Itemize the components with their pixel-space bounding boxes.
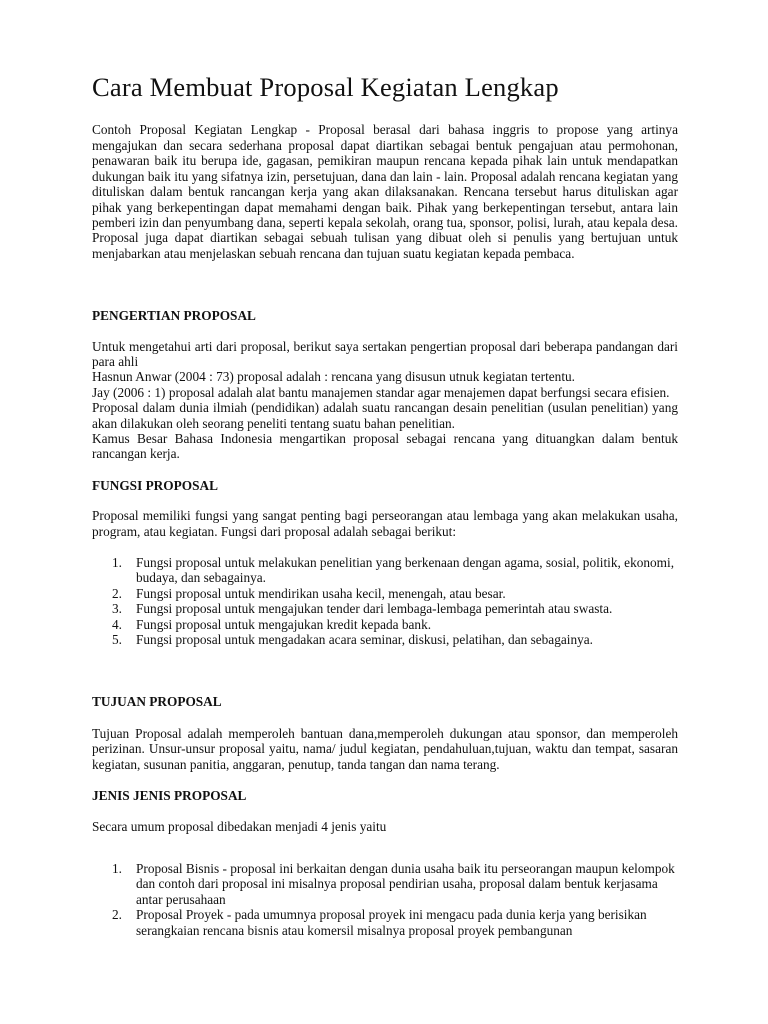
list-number: 5. [112,632,122,648]
fungsi-intro: Proposal memiliki fungsi yang sangat penting bagi perseorangan atau lembaga yang akan melakukan usaha, program, atau kegiatan. Fungsi dari proposal adalah sebagai berikut: [92,508,678,539]
list-item [92,601,678,616]
jenis-list [92,861,678,938]
pengertian-line: Hasnun Anwar (2004 : 73) proposal adalah : rencana yang disusun utnuk kegiatan tertentu. [92,369,575,385]
list-text: Proposal Bisnis - proposal ini berkaitan dengan dunia usaha baik itu perseorangan maupun kelompok dan contoh dari proposal ini misalnya proposal pendirian usaha, proposal dalam bentuk kerjasama antar perusahaan [136,860,675,907]
list-text: Fungsi proposal untuk mengajukan kredit kepada bank. [136,616,432,632]
list-number: 1. [112,860,122,876]
document-page [92,72,678,938]
pengertian-line: Kamus Besar Bahasa Indonesia mengartikan proposal sebagai rencana yang dituangkan dalam bentuk rancangan kerja. [92,430,678,462]
list-item [92,632,678,647]
list-number: 2. [112,585,122,601]
section-heading-fungsi: FUNGSI PROPOSAL [92,477,218,493]
list-text: Fungsi proposal untuk melakukan penelitian yang berkenaan dengan agama, sosial, politik, ekonomi, budaya, dan sebagainya. [136,555,675,586]
jenis-intro: Secara umum proposal dibedakan menjadi 4 jenis yaitu [92,819,387,835]
list-text: Fungsi proposal untuk mengadakan acara seminar, diskusi, pelatihan, dan sebagainya. [136,632,593,648]
document-title: Cara Membuat Proposal Kegiatan Lengkap [92,72,559,102]
section-heading-jenis: JENIS JENIS PROPOSAL [92,788,247,804]
list-item [92,586,678,601]
tujuan-paragraph: Tujuan Proposal adalah memperoleh bantuan dana,memperoleh dukungan atau sponsor, dan memperoleh perizinan. Unsur-unsur proposal yaitu, nama/ judul kegiatan, pendahuluan,tujuan, waktu dan tempat, sasaran kegiatan, susunan panitia, anggaran, penutup, tanda tangan dan nama terang. [92,725,678,772]
list-text: Proposal Proyek - pada umumnya proposal proyek ini mengacu pada dunia kerja yang berisikan serangkaian rencana bisnis atau komersil misalnya proposal proyek pembangunan [136,907,647,938]
list-item [92,555,678,586]
list-number: 2. [112,907,122,923]
section-heading-pengertian: PENGERTIAN PROPOSAL [92,308,256,324]
pengertian-line: Proposal dalam dunia ilmiah (pendidikan) adalah suatu rancangan desain penelitian (usulan penelitian) yang akan dilakukan oleh seorang peneliti tentang suatu bahan penelitian. [92,400,678,431]
list-text: Fungsi proposal untuk mendirikan usaha kecil, menengah, atau besar. [136,585,506,601]
list-text: Fungsi proposal untuk mengajukan tender dari lembaga-lembaga pemerintah atau swasta. [136,601,613,617]
intro-paragraph: Contoh Proposal Kegiatan Lengkap - Proposal berasal dari bahasa inggris to propose yang artinya mengajukan dan secara sederhana proposal dapat diartikan sebagai bentuk pengajuan atau permohonan, penawaran baik itu berupa ide, gagasan, pemikiran maupun rencana kepada pihak lain untuk mendapatkan dukungan baik itu yang sifatnya izin, persetujuan, dana dan lain - lain. Proposal adalah rencana kegiatan yang dituliskan dalam bentuk rancangan kerja yang akan dilaksanakan. Rencana tersebut harus dituliskan agar pihak yang berkepentingan dapat memahami dengan baik. Pihak yang berkepentingan tersebut, antara lain pemberi izin dan penyumbang dana, seperti kepala sekolah, orang tua, sponsor, polisi, lurah, atau kepala desa. Proposal juga dapat diartikan sebagai sebuah tulisan yang dibuat oleh si penulis yang bertujuan untuk menjabarkan atau menjelaskan sebuah rencana dan tujuan suatu kegiatan kepada pembaca. [92,122,678,261]
list-number: 3. [112,601,122,617]
list-item [92,907,678,938]
pengertian-line: Jay (2006 : 1) proposal adalah alat bantu manajemen standar agar menajemen dapat berfungsi secara efisien. [92,384,670,400]
section-heading-tujuan: TUJUAN PROPOSAL [92,694,222,710]
list-item [92,617,678,632]
fungsi-list [92,555,678,647]
list-number: 4. [112,616,122,632]
list-number: 1. [112,555,122,570]
list-item [92,861,678,907]
pengertian-line: Untuk mengetahui arti dari proposal, berikut saya sertakan pengertian proposal dari beberapa pandangan dari para ahli [92,338,678,369]
